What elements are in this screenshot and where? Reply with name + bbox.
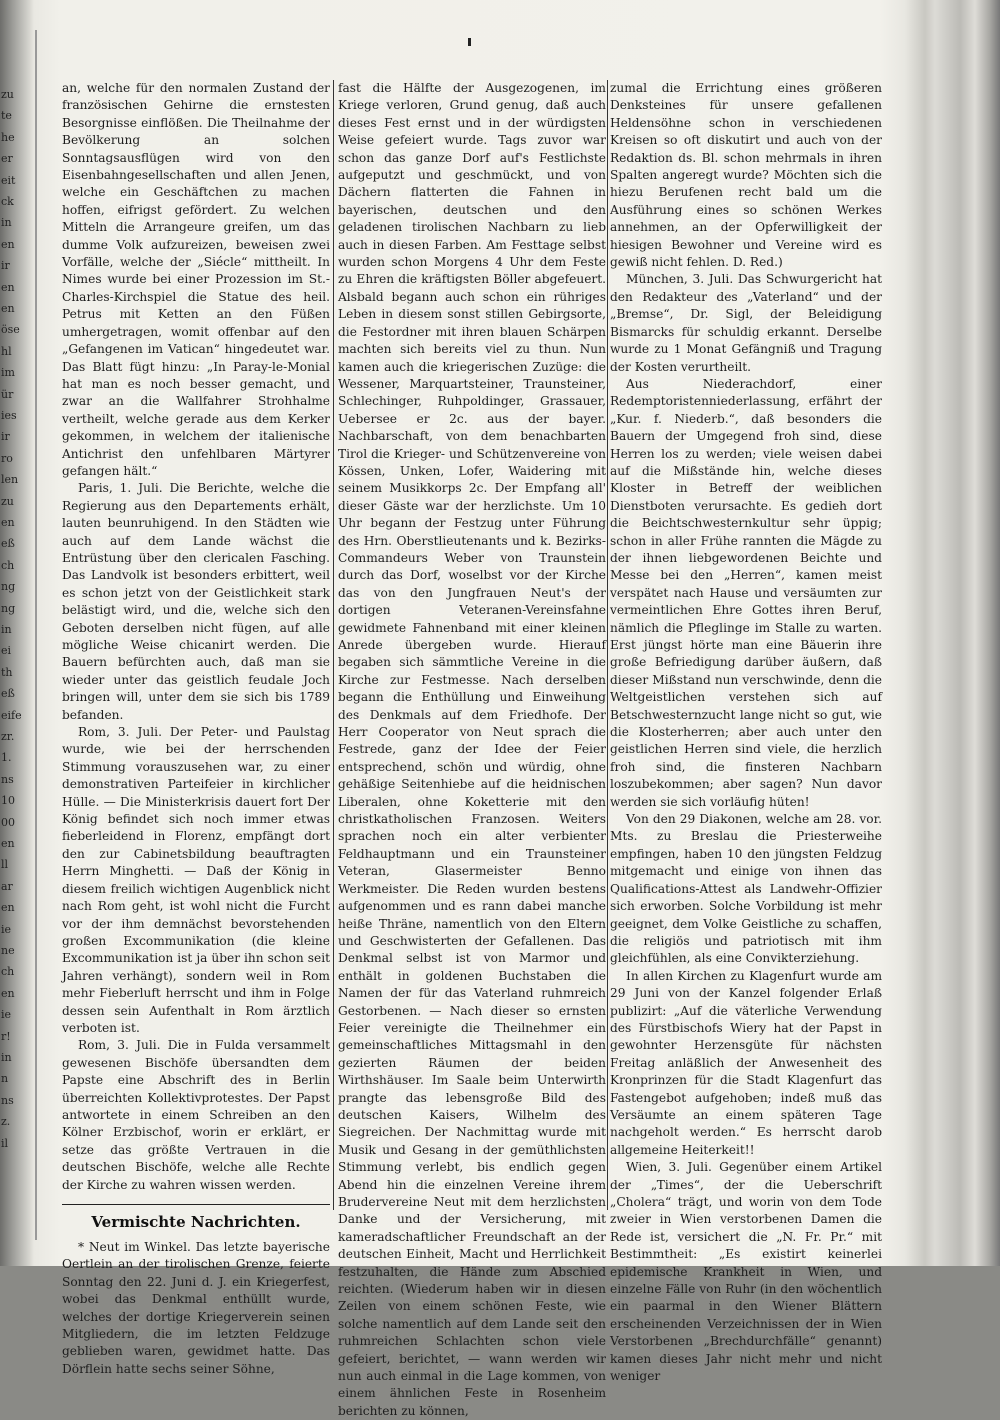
page-gutter-shadow bbox=[35, 30, 37, 1240]
left-page-fragment: len bbox=[1, 473, 19, 487]
col1-paragraph: Rom, 3. Juli. Die in Fulda versammelt gewesenen Bischöfe übersandten dem Papste eine Abschrift des in Berlin überreichten Kollektivprotestes. Der Papst antwortete in einem Schreiben an den Kölner Erzbischof, worin er erklärt, er setze das größte Vertrauen in die deutschen Bischöfe, welche alle Rechte der Kirche zu wahren wissen werden. bbox=[62, 1038, 330, 1192]
col3-paragraph: zumal die Errichtung eines größeren Denksteines für unsere gefallenen Heldensöhne schon in verschiedenen Kreisen so oft diskutirt und auch von der Redaktion ds. Bl. schon mehrmals in ihren Spalten angeregt wurde? Möchten sich die hiezu Berufenen recht bald um die Ausführung eines so schönen Werkes annehmen, an der Opferwilligkeit der hiesigen Bewohner und Vereine wird es gewiß nicht fehlen. D. Red.) bbox=[610, 81, 882, 270]
col1-paragraph: Paris, 1. Juli. Die Berichte, welche die Regierung aus den Departements erhält, lauten beunruhigend. In den Städten wie auch auf dem Lande wächst die Entrüstung über den clericalen Fasching. Das Landvolk ist besonders erbittert, weil es schon jetzt von der Geistlichkeit stark belästigt wird, und die, welche sich den Geboten derselben nicht fügen, auf alle mögliche Weise chicanirt werden. Die Bauern befürchten auch, daß man sie wieder unter das geistlich feudale Joch bringen will, unter dem sie sich bis 1789 befanden. bbox=[62, 481, 330, 722]
left-page-fragment: te bbox=[1, 109, 12, 123]
left-page-fragment: im bbox=[1, 366, 15, 380]
left-page-fragment: ne bbox=[1, 944, 15, 957]
left-page-fragment: en bbox=[1, 986, 15, 1000]
left-page-fragment: eß bbox=[1, 537, 15, 551]
left-page-fragment: en bbox=[1, 516, 15, 529]
left-page-fragment: th bbox=[1, 665, 13, 679]
left-page-fragment: ng bbox=[1, 580, 16, 594]
left-page-fragment: ies bbox=[1, 409, 17, 422]
left-page-fragment: en bbox=[1, 901, 15, 915]
left-page-fragment: ng bbox=[1, 601, 16, 615]
left-page-fragment: z. bbox=[1, 1115, 11, 1129]
left-page-fragment: eife bbox=[1, 708, 22, 722]
left-page-fragment: ch bbox=[1, 965, 15, 979]
left-page-fragment: ll bbox=[1, 858, 9, 872]
left-page-fragment: in bbox=[1, 216, 12, 230]
left-page-fragment: ns bbox=[1, 772, 14, 786]
section-heading: Vermischte Nachrichten. bbox=[62, 1204, 330, 1233]
left-page-fragment: hl bbox=[1, 344, 12, 358]
column-3 bbox=[610, 80, 882, 1384]
left-page-fragment: en bbox=[1, 302, 15, 315]
left-page-fragment: ar bbox=[1, 879, 13, 893]
column-rule bbox=[607, 80, 608, 1210]
left-page-fragment: en bbox=[1, 237, 15, 251]
left-page-fragment: ro bbox=[1, 451, 13, 465]
left-page-fragment: n bbox=[1, 1072, 9, 1086]
left-page-fragment: ür bbox=[1, 387, 14, 401]
left-page-fragment: zr. bbox=[1, 730, 15, 743]
adjacent-page-edge-fragments bbox=[0, 0, 30, 1266]
left-page-fragment: 10 bbox=[1, 794, 15, 808]
print-mark bbox=[468, 38, 471, 46]
left-page-fragment: he bbox=[1, 130, 15, 144]
left-page-fragment: eit bbox=[1, 173, 16, 187]
col3-paragraph: In allen Kirchen zu Klagenfurt wurde am 29 Juni von der Kanzel folgender Erlaß publizirt: „Auf die väterliche Verwendung des Fürstbischofs Wiery hat der Papst in gewohnter Herzensgüte für nächsten Freitag anläßlich der Anwesenheit des Kronprinzen für die Stadt Klagenfurt das Fastengebot aufgehoben; indeß muß das Versäumte an einem späteren Tage nachgeholt werden.“ Es herrscht darob allgemeine Heiterkeit!! bbox=[610, 968, 882, 1157]
left-page-fragment: en bbox=[1, 280, 15, 294]
left-page-fragment: ie bbox=[1, 1008, 12, 1022]
left-page-fragment: er bbox=[1, 152, 13, 166]
left-page-fragment: ie bbox=[1, 922, 12, 936]
col2-paragraph: fast die Hälfte der Ausgezogenen, im Kriege verloren, Grund genug, daß auch dieses Fest ernst und in der würdigsten Weise gefeiert wurde. Tags zuvor war schon das ganze Dorf auf's Festlichste aufgeputzt und geschmückt, und von Dächern flatterten die Fahnen in bayerischen, deutschen und den geladenen tirolischen Nachbarn zu lieb auch in diesen Farben. Am Festtage selbst wurden schon Morgens 4 Uhr dem Feste zu Ehren die kräftigsten Böller abgefeuert. Alsbald begann auch schon ein rühriges Leben in diesem sonst stillen Gebirgsorte, die Festordner mit ihren blauen Schärpen machten sich bereits viel zu thun. Nun kamen auch die kriegerischen Zuzüge: die Wessener, Marquartsteiner, Traunsteiner, Schlechinger, Ruhpoldinger, Grassauer, Uebersee er 2c. aus der bayer. Nachbarschaft, von dem benachbarten Tirol die Krieger- und Schützenvereine von Kössen, Unken, Lofer, Waidering mit seinem Musikkorps 2c. Der Empfang all' dieser Gäste war der herzlichste. Um 10 Uhr begann der Festzug unter Führung des Hrn. Oberstlieutenants und k. Bezirks-Commandeurs Weber von Traunstein durch das Dorf, woselbst vor der Kirche das von den Jungfrauen Neut's der dortigen Veteranen-Vereinsfahne gewidmete Fahnenband mit einer kleinen Anrede übergeben wurde. Hierauf begaben sich sämmtliche Vereine in die Kirche zur Festmesse. Nach derselben begann die Enthüllung und Einweihung des Denkmals auf dem Friedhofe. Der Herr Cooperator von Neut sprach die Festrede, ganz der Idee der Feier entsprechend, schön und würdig, ohne gehäßige Seitenhiebe auf die heidnischen Liberalen, ohne Koketterie mit den christkatholischen Franzosen. Weiters sprachen noch ein alter verbienter Feldhauptmann und ein Traunsteiner Veteran, Glasermeister Benno Werkmeister. Die Reden wurden bestens aufgenommen und es rann dabei manche heiße Thräne, namentlich von den Eltern und Geschwisterten der Gefallenen. Das Denkmal selbst ist von Marmor und enthält in goldenen Buchstaben die Namen der für das Vaterland ruhmreich Gestorbenen. — Nach dieser so ernsten Feier vereinigte die Theilnehmer ein gemeinschaftliches Mittagsmahl in den gezierten Räumen der beiden Wirthshäuser. Im Saale beim Unterwirth prangte das lebensgroße Bild des deutschen Kaisers, Wilhelm des Siegreichen. Der Nachmittag wurde mit Musik und Gesang in der gemüthlichsten Stimmung verlebt, bis endlich gegen Abend hin die einzelnen Vereine ihrem Brudervereine Neut mit dem herzlichsten Danke und der Versicherung, mit kameradschaftlicher Freundschaft an der deutschen Einheit, Macht und Herrlichkeit festzuhalten, die Hände zum Abschied reichten. (Wiederum haben wir in diesen Zeilen von einem schönen Feste, wie solche namentlich auf dem Lande seit den ruhmreichen Schlachten schon viele gefeiert, berichtet, — wann werden wir nun auch einmal in die Lage kommen, von einem ähnlichen Feste in Rosenheim berichten zu können, bbox=[338, 81, 606, 1418]
left-page-fragment: ch bbox=[1, 558, 15, 572]
col3-paragraph: Wien, 3. Juli. Gegenüber einem Artikel der „Times“, der die Ueberschrift „Cholera“ trägt, und worin von dem Tode zweier in Wien verstorbenen Damen die Rede ist, versichert die „N. Fr. Pr.“ mit Bestimmtheit: „Es existirt keinerlei epidemische Krankheit in Wien, und einzelne Fälle von Ruhr (in den wöchentlich ein paarmal in den Wiener Blättern erscheinenden Verzeichnissen der in Wien Verstorbenen „Brechdurchfälle“ genannt) kamen dieses Jahr nicht mehr und nicht weniger bbox=[610, 1160, 882, 1384]
newspaper-page bbox=[50, 60, 890, 1418]
col3-paragraph: Von den 29 Diakonen, welche am 28. vor. Mts. zu Breslau die Priesterweihe empfingen, haben 10 den jüngsten Feldzug mitgemacht und einige von ihnen das Qualifications-Attest als Landwehr-Offizier sich erworben. Solche Vorbildung ist mehr geeignet, dem Volke Geistliche zu schaffen, die religiös und patriotisch mit ihm gleichfühlen, als eine Convikterziehung. bbox=[610, 812, 882, 966]
left-page-fragment: ns bbox=[1, 1093, 14, 1107]
left-page-fragment: öse bbox=[1, 323, 20, 337]
left-page-fragment: in bbox=[1, 623, 12, 636]
left-page-fragment: r! bbox=[1, 1029, 11, 1043]
col1-paragraph: an, welche für den normalen Zustand der französischen Gehirne die ernstesten Besorgnisse einflößen. Die Theilnahme der Bevölkerung an solchen Sonntagsausflügen wird von den Eisenbahngesellschaften und allen Jenen, welche ein Geschäftchen zu machen hoffen, eifrigst gefördert. Zu welchen Mitteln die Arrangeure greifen, um das dumme Volk aufzureizen, beweisen zwei Vorfälle, welche der „Siécle“ mittheilt. In Nimes wurde bei einer Prozession im St.-Charles-Kirchspiel die Statue des heil. Petrus mit Ketten an den Füßen umhergetragen, womit offenbar auf den „Gefangenen im Vatican“ hingedeutet war. Das Blatt fügt hinzu: „In Paray-le-Monial hat man es noch besser gemacht, und zwar an die Wallfahrer Strohhalme vertheilt, welche gerade aus dem Kerker gekommen, in welchem der italienische Antichrist den unfehlbaren Märtyrer gefangen hält.“ bbox=[62, 81, 330, 478]
col3-paragraph: München, 3. Juli. Das Schwurgericht hat den Redakteur des „Vaterland“ und der „Bremse“, Dr. Sigl, der Beleidigung Bismarcks für schuldig erkannt. Derselbe wurde zu 1 Monat Gefängniß und Tragung der Kosten verurtheilt. bbox=[610, 272, 882, 374]
left-page-fragment: en bbox=[1, 837, 15, 850]
column-1 bbox=[62, 80, 330, 1376]
left-page-fragment: il bbox=[1, 1136, 9, 1150]
column-rule bbox=[333, 80, 334, 1210]
left-page-fragment: ir bbox=[1, 430, 10, 444]
left-page-fragment: zu bbox=[1, 88, 14, 101]
col1-paragraph: * Neut im Winkel. Das letzte bayerische Oertlein an der tirolischen Grenze, feierte Sonntag den 22. Juni d. J. ein Kriegerfest, wobei das Denkmal enthüllt wurde, welches der dortige Kriegerverein seinen Mitgliedern, die im letzten Feldzuge geblieben waren, gewidmet hatte. Das Dörflein hatte sechs seiner Söhne, bbox=[62, 1240, 330, 1376]
left-page-fragment: ck bbox=[1, 195, 14, 208]
col3-paragraph: Aus Niederachdorf, einer Redemptoristenniederlassung, erfährt der „Kur. f. Niederb.“, daß besonders die Bauern der Umgegend froh sind, diese Herren los zu werden; viele weisen dabei auf die Mißstände hin, welche dieses Kloster in Betreff der weiblichen Dienstboten verursachte. Es gedieh dort die Beichtschwesternkultur sehr üppig; schon in aller Frühe rannten die Mägde zu der ihnen liebgewordenen Beichte und Messe bei den „Herren“, kamen meist verspätet nach Hause und versäumten zur vermeintlichen Ehre Gottes ihren Beruf, nämlich die Pfleglinge im Stalle zu warten. Erst jüngst hörte man eine Bäuerin ihre große Befriedigung darüber äußern, daß dieser Mißstand nun verschwinde, denn die Weltgeistlichen verstehen sich auf Betschwesternzucht lange nicht so gut, wie die Klosterherren; aber auch unter den geistlichen Herren sind viele, die herzlich froh sind, die finsteren Nachbarn loszubekommen; aber sagen? Nun davor werden sie sich vorläufig hüten! bbox=[610, 376, 882, 809]
left-page-fragment: eß bbox=[1, 687, 15, 701]
left-page-fragment: ir bbox=[1, 259, 10, 273]
col1-paragraph: Rom, 3. Juli. Der Peter- und Paulstag wurde, wie bei der herrschenden Stimmung vorauszusehen war, zu einer demonstrativen Parteifeier in kirchlicher Hülle. — Die Ministerkrisis dauert fort Der König befindet sich noch immer etwas fieberleidend in Florenz, empfängt dort den zur Cabinetsbildung beauftragten Herrn Minghetti. — Daß der König in diesem freilich wichtigen Augenblick nicht nach Rom geht, ist wohl nicht die Furcht vor der ihm demnächst bevorstehenden großen Excommunikation (die kleine Excommunikation ist ja über ihn schon seit Jahren verhängt), sondern weil in Rom mehr Fieberluft herrscht und ihm in Folge dessen sein Aufenthalt in Rom ärztlich verboten ist. bbox=[62, 725, 330, 1035]
left-page-fragment: ei bbox=[1, 644, 12, 658]
left-page-fragment: 00 bbox=[1, 815, 15, 829]
left-page-fragment: 1. bbox=[1, 751, 12, 765]
left-page-fragment: zu bbox=[1, 494, 14, 508]
left-page-fragment: in bbox=[1, 1051, 12, 1064]
column-2 bbox=[338, 80, 606, 1418]
